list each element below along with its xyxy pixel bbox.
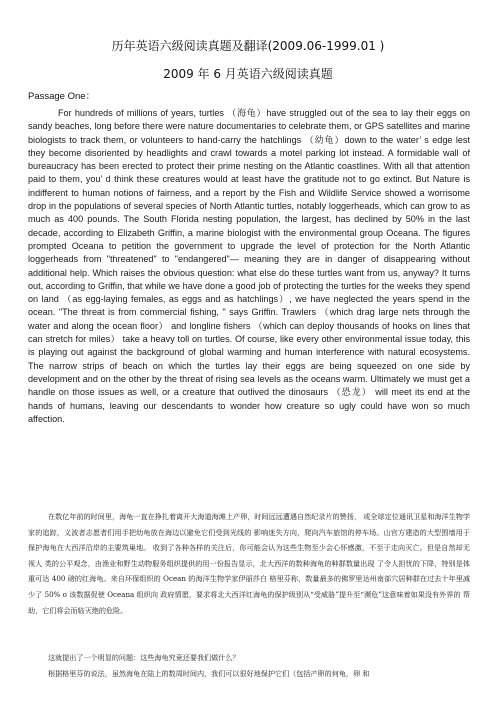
chinese-translation-paragraph-3: 根据格里芬的说法，虽然海龟在陆上的数周时间内，我们可以很好地保护它们（包括产卵的何龟，卵 和: [48, 669, 370, 678]
chinese-translation-paragraph-2: 这就提出了一个明显的问题：这些海龟究竟还要我们做什么？: [48, 653, 240, 662]
english-passage: For hundreds of millions of years, turtles （海龟）have struggled out of the sea to lay their eggs on sandy beaches, long before there were nature documentaries to celebrate them, or GPS satellites and marine biologists to track them, or volunteers to hand-carry the hatchlings （幼龟）down to the water’ s edge lest they become disoriented by headlights and crawl towards a motel parking lot instead. A formidable wall of bureaucracy has been erected to protect their prime nesting on the Atlantic coastlines. With all that attention paid to them, you’ d think these creatures would at least have the gratitude not to go extinct. But Nature is indifferent to human notions of fairness, and a report by the Fish and Wildlife Service showed a worrisome drop in the populations of several species of North Atlantic turtles, notably loggerheads, which can grow to as much as 400 pounds. The South Florida nesting population, the largest, has declined by 50% in the last decade, according to Elizabeth Griffin, a marine biologist with the environmental group Oceana. The figures prompted Oceana to petition the government to upgrade the level of protection for the North Atlantic loggerheads from "threatened" to "endangered"— meaning they are in danger of disappearing without additional help. Which raises the obvious question: what else do these turtles want from us, anyway? It turns out, according to Griffin, that while we have done a good job of protecting the turtles for the weeks they spend on land （as egg-laying females, as eggs and as hatchlings）, we have neglected the years spend in the ocean. "The threat is from commercial fishing, " says Griffin. Trawlers （which drag large nets through the water and along the ocean floor） and longline fishers （which can deploy thousands of hooks on lines that can stretch for miles） take a heavy toll on turtles. Of course, like every other environmental issue today, this is playing out against the background of global warming and human interference with natural ecosystems. The narrow strips of beach on which the turtles lay their eggs are being squeezed on one side by development and on the other by the threat of rising sea levels as the oceans warm. Ultimately we must get a handle on those issues as well, or a creature that outlived the dinosaurs （恐龙） will meet its end at the hands of humans, leaving our descendants to wonder how creature so ugly could have won so much affection.: [28, 108, 470, 424]
chinese-translation-paragraph-1: 在数亿年前的时间里，海龟一直在挣扎着离开大海道海滩上产卵，时间远远遭遇自然纪录片的赞扬， 或全球定位通讯卫星和海洋生物学家的追踪，义波者志愿者们用手把幼龟放在海边以避免它们受到光线的 影响迷失方向，爬向汽车旅馆的停车场。山官方建造的大型围墙用于保护海龟在大西洋沿岸的主要筑巢地。 收到了各种各样的关注后，你可能会认为这些生物至少会心怀感激，不至于走向灭亡。但是自然却无视人 类的公平观念，由渔业和野生动物服务组织提供的用一份报告显示，北大西洋的数种海龟的种群数量出现 了令人担忧的下降，特别是体重可达 400 磅的红海龟。来自环保组织的 Ocean 的海洋生物学家伊丽莎白 格里芬称，数量最多的佛罗里达州南部穴居种群在过去十年里减少了 50% o 该数据促使 Oceana 组织向 政府情愿，要求将北大西洋红海龟的保护级别从“受威胁”提升至“濒危”这意味着如果没有外界的 帮助，它们将会而临灭绝的危险。: [28, 512, 470, 615]
document-title: 历年英语六级阅读真题及翻译(2009.06-1999.01 ): [111, 39, 385, 53]
passage-label: Passage One：: [28, 91, 96, 102]
document-subtitle: 2009 年 6 月英语六级阅读真题: [163, 67, 333, 81]
